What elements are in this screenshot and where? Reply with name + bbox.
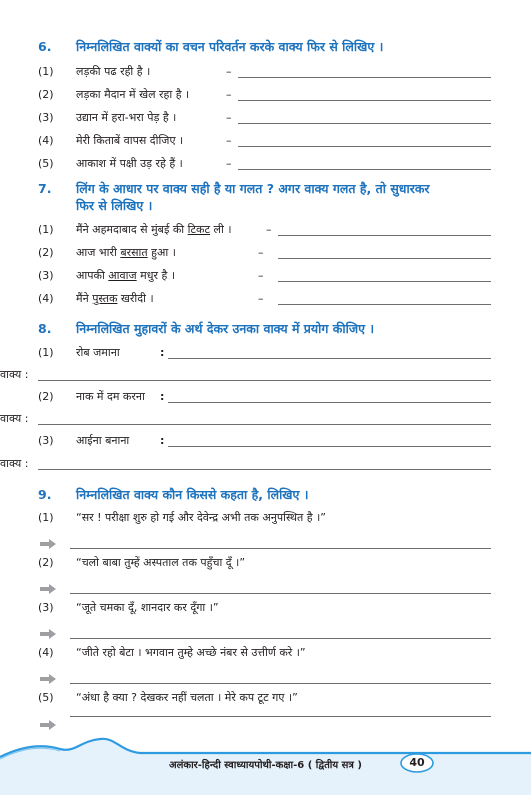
q6-heading	[38, 38, 511, 55]
colon: :	[160, 434, 165, 447]
q9-heading-text: निम्नलिखित वाक्य कौन किससे कहता है, लिखिए ।	[76, 487, 309, 502]
answer-line[interactable]	[70, 638, 491, 639]
dash: –	[266, 223, 272, 236]
colon: :	[160, 390, 165, 403]
answer-line[interactable]	[70, 683, 491, 684]
item-number: (1)	[38, 511, 54, 524]
q7-item-3	[38, 268, 491, 284]
answer-line[interactable]	[238, 77, 491, 78]
q8-vakya-1	[0, 367, 491, 383]
meaning-line[interactable]	[168, 402, 491, 403]
idiom: आईना बनाना	[76, 434, 130, 447]
dash: –	[258, 269, 264, 282]
underlined-word: आवाज	[108, 269, 137, 282]
q9-item-2	[38, 555, 501, 571]
item-number: (5)	[38, 691, 54, 704]
q8-item-3	[38, 433, 491, 449]
item-number: (1)	[38, 346, 54, 359]
quoted-sentence: “जीते रहो बेटा । भगवान तुम्हे अच्छे नंबर से उत्तीर्ण करे ।”	[76, 646, 306, 659]
item-number: (2)	[38, 390, 54, 403]
q7-item-4	[38, 291, 491, 307]
item-number: (3)	[38, 601, 54, 614]
item-number: (3)	[38, 111, 54, 124]
item-number: (1)	[38, 65, 54, 78]
item-number: (2)	[38, 556, 54, 569]
answer-line[interactable]	[70, 548, 491, 549]
arrow-right-icon	[40, 720, 56, 730]
idiom: नाक में दम करना	[76, 390, 145, 403]
q7-item-2	[38, 245, 491, 261]
dash: –	[258, 292, 264, 305]
colon: :	[160, 346, 165, 359]
item-sentence: मैंने पुस्तक खरीदी ।	[76, 292, 154, 305]
q9-item-4	[38, 645, 501, 661]
answer-line[interactable]	[70, 716, 491, 717]
item-sentence: मैंने अहमदाबाद से मुंबई की टिकट ली ।	[76, 223, 232, 236]
item-sentence: आपकी आवाज मधुर है ।	[76, 269, 176, 282]
q8-number: 8.	[38, 321, 52, 336]
q6-item-2	[38, 87, 491, 103]
q9-number: 9.	[38, 487, 52, 502]
answer-line[interactable]	[278, 281, 491, 282]
q7-heading-line1: लिंग के आधार पर वाक्य सही है या गलत ? अगर वाक्य गलत है, तो सुधारकर	[76, 181, 430, 196]
answer-line[interactable]	[278, 235, 491, 236]
arrow-right-icon	[40, 629, 56, 639]
sentence-line[interactable]	[38, 424, 491, 425]
q8-vakya-2	[0, 411, 491, 427]
dash: –	[226, 88, 232, 101]
idiom: रोब जमाना	[76, 346, 120, 359]
dash: –	[226, 111, 232, 124]
quoted-sentence: “जूते चमका दूँ, शानदार कर दूँगा ।”	[76, 601, 219, 614]
item-number: (4)	[38, 292, 54, 305]
answer-line[interactable]	[70, 593, 491, 594]
vakya-label: वाक्य :	[0, 368, 29, 381]
underlined-word: टिकट	[187, 223, 211, 236]
answer-line[interactable]	[238, 100, 491, 101]
page-number: 40	[409, 756, 425, 769]
arrow-right-icon	[40, 674, 56, 684]
item-sentence: लड़का मैदान में खेल रहा है ।	[76, 88, 190, 101]
answer-line[interactable]	[278, 304, 491, 305]
q8-heading	[38, 320, 511, 337]
underlined-word: पुस्तक	[92, 292, 118, 305]
q8-vakya-3	[0, 456, 491, 472]
answer-line[interactable]	[238, 169, 491, 170]
dash: –	[226, 157, 232, 170]
item-number: (3)	[38, 269, 54, 282]
q6-item-4	[38, 133, 491, 149]
q6-number: 6.	[38, 39, 52, 54]
item-sentence: आज भारी बरसात हुआ ।	[76, 246, 176, 259]
q6-item-1	[38, 64, 491, 80]
item-number: (5)	[38, 157, 54, 170]
vakya-label: वाक्य :	[0, 457, 29, 470]
q7-item-1	[38, 222, 491, 238]
sentence-line[interactable]	[38, 469, 491, 470]
quoted-sentence: “सर ! परीक्षा शुरु हो गई और देवेन्द्र अभी तक अनुपस्थित है ।”	[76, 511, 327, 524]
q7-number: 7.	[38, 181, 52, 196]
q8-heading-text: निम्नलिखित मुहावरों के अर्थ देकर उनका वाक्य में प्रयोग कीजिए ।	[76, 321, 375, 336]
item-number: (2)	[38, 246, 54, 259]
arrow-right-icon	[40, 539, 56, 549]
arrow-right-icon	[40, 584, 56, 594]
q9-item-1	[38, 510, 501, 526]
underlined-word: बरसात	[120, 246, 148, 259]
q9-item-3	[38, 600, 501, 616]
item-sentence: आकाश में पक्षी उड़ रहे हैं ।	[76, 157, 183, 170]
q8-item-2	[38, 389, 491, 405]
item-number: (1)	[38, 223, 54, 236]
meaning-line[interactable]	[168, 446, 491, 447]
vakya-label: वाक्य :	[0, 412, 29, 425]
answer-line[interactable]	[238, 146, 491, 147]
item-number: (3)	[38, 434, 54, 447]
item-sentence: लड़की पढ रही है ।	[76, 65, 151, 78]
item-number: (2)	[38, 88, 54, 101]
q6-heading-text: निम्नलिखित वाक्यों का वचन परिवर्तन करके वाक्य फिर से लिखिए ।	[76, 39, 384, 54]
q6-item-3	[38, 110, 491, 126]
answer-line[interactable]	[278, 258, 491, 259]
q7-heading	[38, 180, 511, 214]
q9-item-5	[38, 690, 501, 706]
meaning-line[interactable]	[168, 358, 491, 359]
q7-heading-line2: फिर से लिखिए ।	[76, 198, 153, 213]
footer-title: अलंकार-हिन्दी स्वाध्यायपोथी-कक्षा-6 ( द्वितीय सत्र )	[168, 760, 363, 771]
dash: –	[226, 65, 232, 78]
item-sentence: मेरी किताबें वापस दीजिए ।	[76, 134, 184, 147]
item-number: (4)	[38, 134, 54, 147]
item-number: (4)	[38, 646, 54, 659]
answer-line[interactable]	[238, 123, 491, 124]
q9-heading	[38, 486, 511, 503]
item-sentence: उद्यान में हरा-भरा पेड़ है ।	[76, 111, 177, 124]
dash: –	[226, 134, 232, 147]
dash: –	[258, 246, 264, 259]
q6-item-5	[38, 156, 491, 172]
sentence-line[interactable]	[38, 380, 491, 381]
quoted-sentence: “चलो बाबा तुम्हें अस्पताल तक पहुँचा दूँ ।”	[76, 556, 246, 569]
quoted-sentence: “अंधा है क्या ? देखकर नहीं चलता । मेरे कप टूट गए ।”	[76, 691, 298, 704]
q8-item-1	[38, 345, 491, 361]
